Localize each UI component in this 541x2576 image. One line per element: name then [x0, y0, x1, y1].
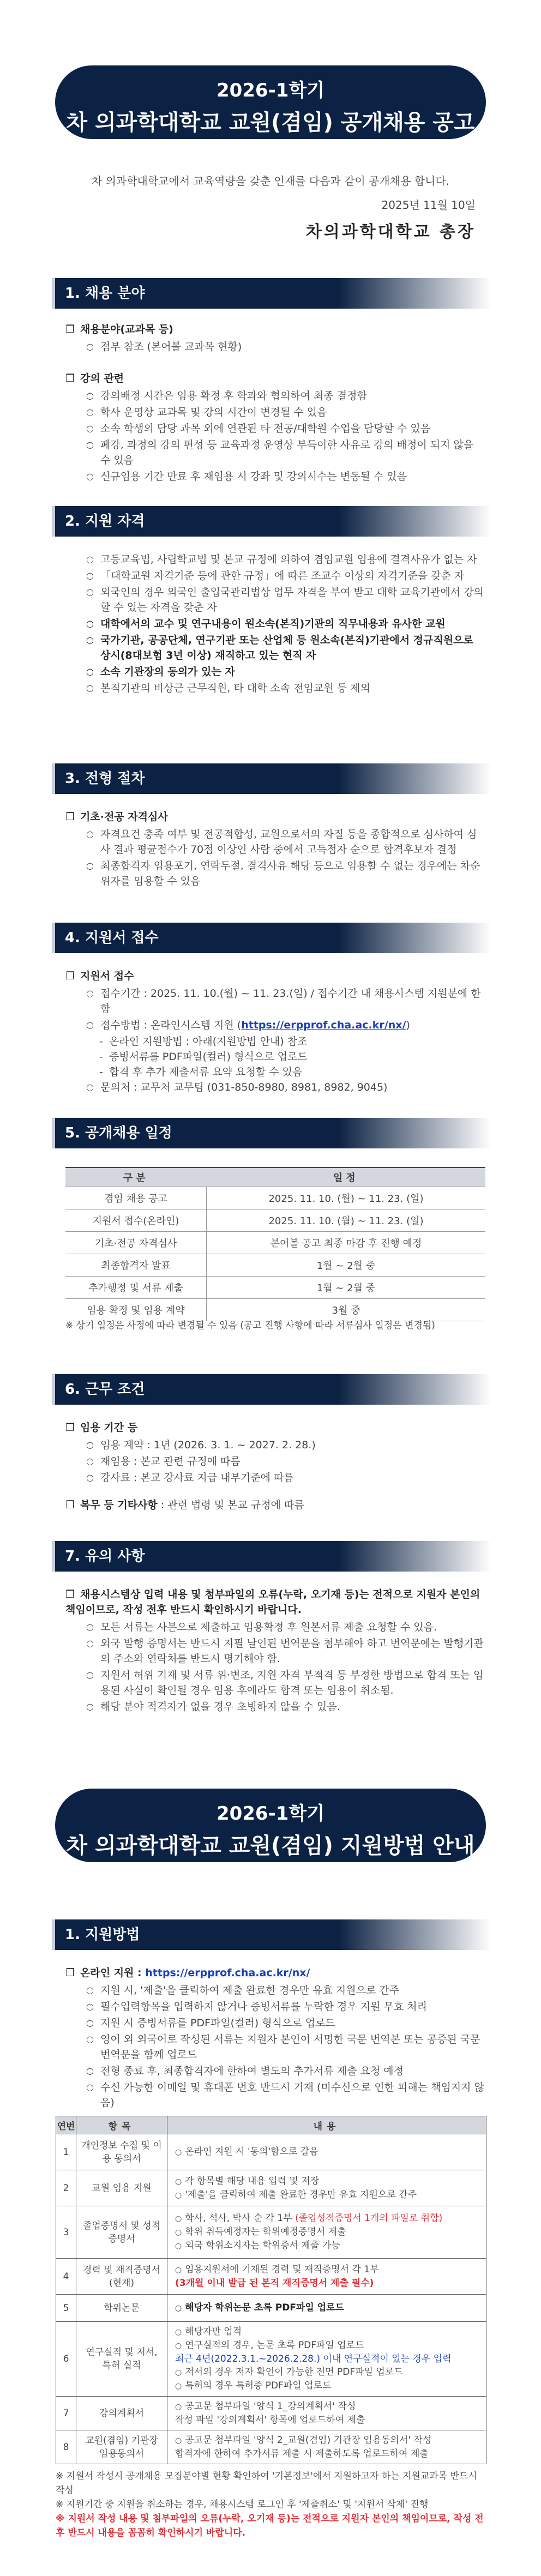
- list-item: ○ 외국 발행 증명서는 반드시 지필 날인된 번역문을 첨부해야 하고 번역문에는 발행기관의 주소와 연락처를 반드시 명기해야 함.: [86, 1636, 485, 1666]
- schedule-header-date: 일정: [207, 1167, 486, 1187]
- list-item: ○ 모든 서류는 사본으로 제출하고 임용확정 후 원본서류 제출 요청할 수 있음.: [86, 1620, 485, 1635]
- list-item: ○ 전형 종료 후, 최종합격자에 한하여 별도의 추가서류 제출 요청 예정: [86, 2063, 485, 2079]
- list-item: ○ 자격요건 충족 여부 및 전공적합성, 교원으로서의 자질 등을 종합적으로 심사하여 심사 결과 평균점수가 70점 이상인 사람 중에서 고득점자 순으로 합격후보자 결정: [86, 827, 485, 857]
- subheading: ❐ 지원서 접수: [65, 968, 485, 984]
- list-item: ○ 대학에서의 교수 및 연구내용이 원소속(본직)기관의 직무내용과 유사한 교원: [86, 616, 485, 631]
- subheading: ❐ 강의 관련: [65, 371, 485, 386]
- subheading: ❐ 임용 기간 등: [65, 1420, 485, 1435]
- list-item: ○ 임용 계약 : 1년 (2026. 3. 1. ~ 2027. 2. 28.): [86, 1437, 485, 1453]
- list-item: ○ 지원 시, '제출'을 클릭하여 제출 완료한 경우만 유효 지원으로 간주: [86, 1983, 485, 1998]
- section-body-work-conditions: [65, 1420, 485, 1515]
- section-heading-recruit-field: 1. 채용 분야: [52, 278, 491, 309]
- table-row: 임용 확정 및 임용 계약 3월 중: [65, 1299, 485, 1321]
- announcement-date: 2025년 11월 10일: [381, 198, 476, 212]
- subheading: ❐ 복무 등 기타사항 : 관련 법령 및 본교 규정에 따름: [65, 1497, 485, 1513]
- th-item: 항목: [76, 2116, 167, 2134]
- schedule-header-category: 구분: [65, 1167, 207, 1187]
- title-semester: 2026-1학기: [216, 1803, 325, 1825]
- list-item: ○ 문의처 : 교무처 교무팀 (031-850-8980, 8981, 8982, 9045): [86, 1080, 485, 1095]
- table-row: 추가행정 및 서류 제출 1월 ~ 2월 중: [65, 1277, 485, 1299]
- list-item: ○ 폐강, 과정의 강의 편성 등 교육과정 운영상 부득이한 사유로 강의 배정이 되지 않을 수 있음: [86, 437, 485, 468]
- section-body-qualification: [65, 552, 485, 700]
- sub-item: - 온라인 지원방법 : 아래(지원방법 안내) 참조: [99, 1034, 485, 1049]
- section-body-application: [65, 968, 485, 1099]
- online-apply-link[interactable]: https://erpprof.cha.ac.kr/nx/: [145, 1967, 310, 1979]
- table-row: 지원서 접수(온라인) 2025. 11. 10. (월) ~ 11. 23. (일): [65, 1209, 485, 1232]
- section-body-selection-process: [65, 809, 485, 893]
- section-heading-work-conditions: 6. 근무 조건: [52, 1374, 491, 1405]
- announcement-title-banner: [55, 65, 486, 139]
- list-item: ○ 점부 참조 (본어볼 교과목 현황): [86, 339, 485, 354]
- list-item: ○ 지원 시 증빙서류를 PDF파일(컬러) 형식으로 업로드: [86, 2015, 485, 2031]
- list-item: ○ 강의배정 시간은 임용 확정 후 학과와 협의하여 최종 결정함: [86, 388, 485, 404]
- section-heading-schedule: 5. 공개채용 일정: [52, 1118, 491, 1148]
- title-main: 차 의과학대학교 교원(겸임) 공개채용 공고: [66, 110, 475, 135]
- subheading: ❐ 채용시스템상 입력 내용 및 첨부파일의 오류(누락, 오기재 등)는 전적으로 지원자 본인의 책임이므로, 작성 전후 반드시 확인하시기 바랍니다.: [65, 1587, 485, 1617]
- table-row: 1 개인정보 수집 및 이용 동의서 ○ 온라인 지원 시 '동의'함으로 갈음: [56, 2134, 486, 2170]
- list-item: ○ 고등교육법, 사립학교법 및 본교 규정에 의하여 겸임교원 임용에 결격사유가 없는 자: [86, 552, 485, 567]
- section-heading-selection-process: 3. 전형 절차: [52, 763, 491, 794]
- list-item: ○ 접수기간 : 2025. 11. 10.(월) ~ 11. 23.(일) / 접수기간 내 채용시스템 지원분에 한함: [86, 986, 485, 1016]
- section-heading-notes: 7. 유의 사항: [52, 1541, 491, 1572]
- section-body-notes: [65, 1587, 485, 1719]
- sub-item: - 증빙서류를 PDF파일(컬러) 형식으로 업로드: [99, 1049, 485, 1064]
- list-item: ○ 소속 학생의 담당 과목 외에 연관된 타 전공/대학원 수업을 담당할 수 있음: [86, 421, 485, 436]
- subheading: ❐ 온라인 지원 : https://erpprof.cha.ac.kr/nx/: [65, 1965, 485, 1981]
- th-content: 내용: [167, 2116, 486, 2134]
- president-signature: 차의과학대학교 총장: [305, 222, 476, 242]
- list-item: ○ 재임용 : 본교 관련 규정에 따름: [86, 1454, 485, 1469]
- list-item: ○ 학사 운영상 교과목 및 강의 시간이 변경될 수 있음: [86, 405, 485, 420]
- schedule-table: [65, 1167, 485, 1321]
- section-body-recruit-field: [65, 322, 485, 489]
- list-item: ○ 본직기관의 비상근 근무직원, 타 대학 소속 전임교원 등 제외: [86, 681, 485, 696]
- section-heading-qualification: 2. 지원 자격: [52, 506, 491, 537]
- table-row: 2 교원 임용 지원 ○ 각 항목별 해당 내용 입력 및 저장 ○ '제출'을 클릭하여 제출 완료한 경우만 유효 지원으로 간주: [56, 2170, 486, 2206]
- list-item: ○ 외국인의 경우 외국인 출입국관리법상 업무 자격을 부여 받고 대학 교육기관에서 강의할 수 있는 자격을 갖춘 자: [86, 585, 485, 615]
- section-heading-how-to-apply: 1. 지원방법: [52, 1919, 491, 1950]
- list-item: ○ 지원서 허위 기재 및 서류 위·변조, 지원 자격 부적격 등 부정한 방법으로 합격 또는 임용된 사실이 확인될 경우 임용 후에라도 합격 또는 임용이 취소됨.: [86, 1668, 485, 1698]
- table-row: 겸임 채용 공고 2025. 11. 10. (월) ~ 11. 23. (일): [65, 1187, 485, 1209]
- table-row: 기초·전공 자격심사 본어볼 공고 최종 마감 후 진행 예정: [65, 1232, 485, 1254]
- list-item: ○ 필수입력항목을 입력하지 않거나 증빙서류를 누락한 경우 지원 무효 처리: [86, 1999, 485, 2014]
- title-semester: 2026-1학기: [216, 80, 325, 101]
- table-row: 8 교원(겸임) 기관장 임용동의서 ○ 공고문 첨부파일 '양식 2_교원(겸임) 기관장 임용동의서' 작성 합격자에 한하여 추가서류 제출 시 제출하도록 업로드하여 제출: [56, 2430, 486, 2464]
- list-item: ○ 영어 외 외국어로 작성된 서류는 지원자 본인이 서명한 국문 번역본 또는 공증된 국문 번역문을 함께 업로드: [86, 2032, 485, 2062]
- list-item: ○ 최종합격자 임용포기, 연락두절, 결격사유 해당 등으로 임용할 수 없는 경우에는 차순위자를 임용할 수 있음: [86, 858, 485, 889]
- sub-item: - 합격 후 추가 제출서류 요약 요청할 수 있음: [99, 1064, 485, 1080]
- list-item: ○ 강사료 : 본교 강사료 지급 내부기준에 따름: [86, 1470, 485, 1485]
- list-item: ○ 해당 분야 적격자가 없을 경우 초빙하지 않을 수 있음.: [86, 1699, 485, 1714]
- section-body-how-to-apply: [65, 1965, 485, 2115]
- list-item: ○ 「대학교원 자격기준 등에 관한 규정」에 따른 조교수 이상의 자격기준을 갖춘 자: [86, 568, 485, 583]
- table-row: 4 경력 및 재직증명서(현재) ○ 임용지원서에 기재된 경력 및 재직증명서 각 1부 (3개월 이내 발급 된 본직 재직증명서 제출 필수): [56, 2259, 486, 2295]
- application-system-link[interactable]: https://erpprof.cha.ac.kr/nx/: [241, 1019, 406, 1031]
- subheading: ❐ 기초·전공 자격심사: [65, 809, 485, 824]
- documents-table: [56, 2116, 486, 2464]
- th-no: 연번: [56, 2116, 76, 2134]
- subheading: ❐ 채용분야(교과목 등): [65, 322, 485, 337]
- title-main: 차 의과학대학교 교원(겸임) 지원방법 안내: [66, 1833, 475, 1858]
- list-item: ○ 소속 기관장의 동의가 있는 자: [86, 664, 485, 679]
- section-heading-application: 4. 지원서 접수: [52, 923, 491, 953]
- table-row: 3 졸업증명서 및 성적증명서 ○ 학사, 석사, 박사 순 각 1부 (졸업성적증명서 1개의 파일로 취합) ○ 학위 취득예정자는 학위예정증명서 제출 ○ 외국 학위소지자는 학위증서 제출 가능: [56, 2206, 486, 2259]
- list-item: ○ 수신 가능한 이메일 및 휴대폰 번호 반드시 기재 (미수신으로 인한 피해는 책임지지 않음): [86, 2080, 485, 2110]
- guide-title-banner: [55, 1789, 486, 1862]
- table-row: 7 강의계획서 ○ 공고문 첨부파일 '양식 1_강의계획서' 작성 작성 파일 '강의계획서' 항목에 업로드하여 제출: [56, 2397, 486, 2430]
- table-row: 최종합격자 발표 1월 ~ 2월 중: [65, 1254, 485, 1277]
- list-item: ○ 신규임용 기간 만료 후 재임용 시 강좌 및 강의시수는 변동될 수 있음: [86, 469, 485, 484]
- table-row: 6 연구실적 및 저서, 특허 실적 ○ 해당자만 업적 ○ 연구실적의 경우, 논문 초록 PDF파일 업로드 최근 4년(2022.3.1.~2026.2.28.) 이내 연구실적이 있는 경우 입력 ○ 저서의 경우 저자 확인이 가능한 전면 PDF파일 업로드 ○ 특허의 경우 특허증 PDF파일 업로드: [56, 2322, 486, 2397]
- lead-text: 차 의과학대학교에서 교육역량을 갖춘 인재를 다음과 같이 공개채용 합니다.: [91, 174, 450, 188]
- table-row: 5 학위논문 ○ 해당자 학위논문 초록 PDF파일 업로드: [56, 2295, 486, 2322]
- schedule-note: ※ 상기 일정은 사정에 따라 변경될 수 있음 (공고 진행 사항에 따라 서류심사 일정은 변경됨): [65, 1320, 435, 1331]
- list-item: ○ 접수방법 : 온라인시스템 지원 (https://erpprof.cha.ac.kr/nx/): [86, 1018, 485, 1033]
- list-item: ○ 국가기관, 공공단체, 연구기관 또는 산업체 등 원소속(본직)기관에서 정규직원으로 상시(8대보험 3년 이상) 재직하고 있는 현직 자: [86, 633, 485, 663]
- guide-notes: ※ 지원서 작성시 공개채용 모집분야별 현황 확인하여 '기본정보'에서 지원하고자 하는 지원교과목 반드시 작성 ※ 지원기간 중 지원을 취소하는 경우, 채용시스템 로그인 후 '제출취소' 및 '지원서 삭제' 진행 ※ 지원서 작성 내용 및 첨부파일의 오류(누락, 오기재 등)는 전적으로 지원자 본인의 책임이므로, 작성 전후 반드시 내용을 꼼꼼히 확인하시기 바랍니다.: [56, 2471, 484, 2538]
